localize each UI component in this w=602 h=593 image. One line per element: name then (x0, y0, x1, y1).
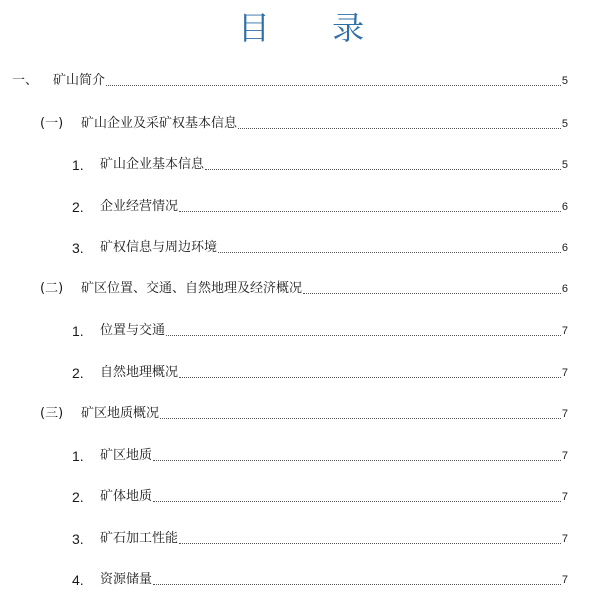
toc-entry-text: 矿山企业及采矿权基本信息 (81, 116, 238, 131)
toc-entry-text: 矿区位置、交通、自然地理及经济概况 (81, 281, 303, 296)
dot-leader (166, 334, 561, 336)
toc-entry-text: 资源储量 (100, 572, 153, 587)
dot-leader (153, 459, 561, 461)
toc-entry-page: 5 (561, 118, 568, 130)
toc-entry-number: 2. (72, 199, 84, 215)
toc-entry-number: 4. (72, 572, 84, 588)
toc-entry-number: (一) (40, 116, 64, 131)
toc-entry-mining-rights-surroundings[interactable] (72, 237, 568, 257)
toc-entry-text: 矿区地质 (100, 448, 153, 463)
toc-entry-company-and-mining-rights[interactable] (40, 113, 568, 133)
dot-leader (106, 84, 561, 86)
dot-leader (238, 127, 561, 129)
toc-entry-page: 6 (561, 201, 568, 213)
toc-entry-page: 6 (561, 283, 568, 295)
toc-entry-text: 矿权信息与周边环境 (100, 240, 218, 255)
toc-entry-text: 企业经营情况 (100, 199, 179, 214)
toc-entry-page: 7 (561, 325, 568, 337)
dot-leader (303, 292, 561, 294)
toc-entry-page: 7 (561, 491, 568, 503)
toc-entry-business-operations[interactable] (72, 196, 568, 216)
toc-entry-page: 6 (561, 242, 568, 254)
dot-leader (179, 542, 561, 544)
toc-title: 目 录 (237, 9, 391, 47)
toc-entry-number: 一、 (12, 73, 39, 88)
toc-entry-number: 1. (72, 448, 84, 464)
toc-entry-resource-reserves[interactable] (72, 569, 568, 589)
toc-entry-page: 5 (561, 75, 568, 87)
dot-leader (179, 376, 561, 378)
toc-entry-page: 7 (561, 408, 568, 420)
toc-entry-page: 7 (561, 450, 568, 462)
toc-entry-number: 2. (72, 489, 84, 505)
toc-entry-number: 2. (72, 365, 84, 381)
toc-entry-page: 7 (561, 533, 568, 545)
toc-entry-text: 矿山企业基本信息 (100, 157, 205, 172)
toc-entry-number: 1. (72, 157, 84, 173)
toc-entry-location-transport[interactable] (72, 320, 568, 340)
toc-entry-text: 位置与交通 (100, 323, 166, 338)
toc-entry-geology-overview[interactable] (40, 403, 568, 423)
toc-entry-number: 1. (72, 323, 84, 339)
toc-entry-mine-geology[interactable] (72, 445, 568, 465)
toc-entry-company-basic-info[interactable] (72, 154, 568, 174)
toc-entry-text: 矿体地质 (100, 489, 153, 504)
toc-entry-text: 矿山简介 (53, 73, 106, 88)
dot-leader (153, 500, 561, 502)
dot-leader (179, 210, 561, 212)
toc-entry-page: 7 (561, 574, 568, 586)
dot-leader (160, 417, 561, 419)
toc-entry-number: (三) (40, 406, 64, 421)
toc-entry-number: 3. (72, 240, 84, 256)
toc-entry-location-geography-economy[interactable] (40, 278, 568, 298)
toc-entry-orebody-geology[interactable] (72, 486, 568, 506)
toc-entry-number: (二) (40, 281, 64, 296)
dot-leader (218, 251, 561, 253)
toc-entry-page: 7 (561, 367, 568, 379)
dot-leader (153, 583, 561, 585)
toc-entry-natural-geography[interactable] (72, 362, 568, 382)
toc-entry-text: 矿区地质概况 (81, 406, 160, 421)
toc-entry-text: 矿石加工性能 (100, 531, 179, 546)
toc-entry-number: 3. (72, 531, 84, 547)
toc-entry-text: 自然地理概况 (100, 365, 179, 380)
toc-entry-mine-intro[interactable] (12, 70, 568, 90)
toc-entry-page: 5 (561, 159, 568, 171)
dot-leader (205, 168, 561, 170)
toc-entry-ore-processing[interactable] (72, 528, 568, 548)
